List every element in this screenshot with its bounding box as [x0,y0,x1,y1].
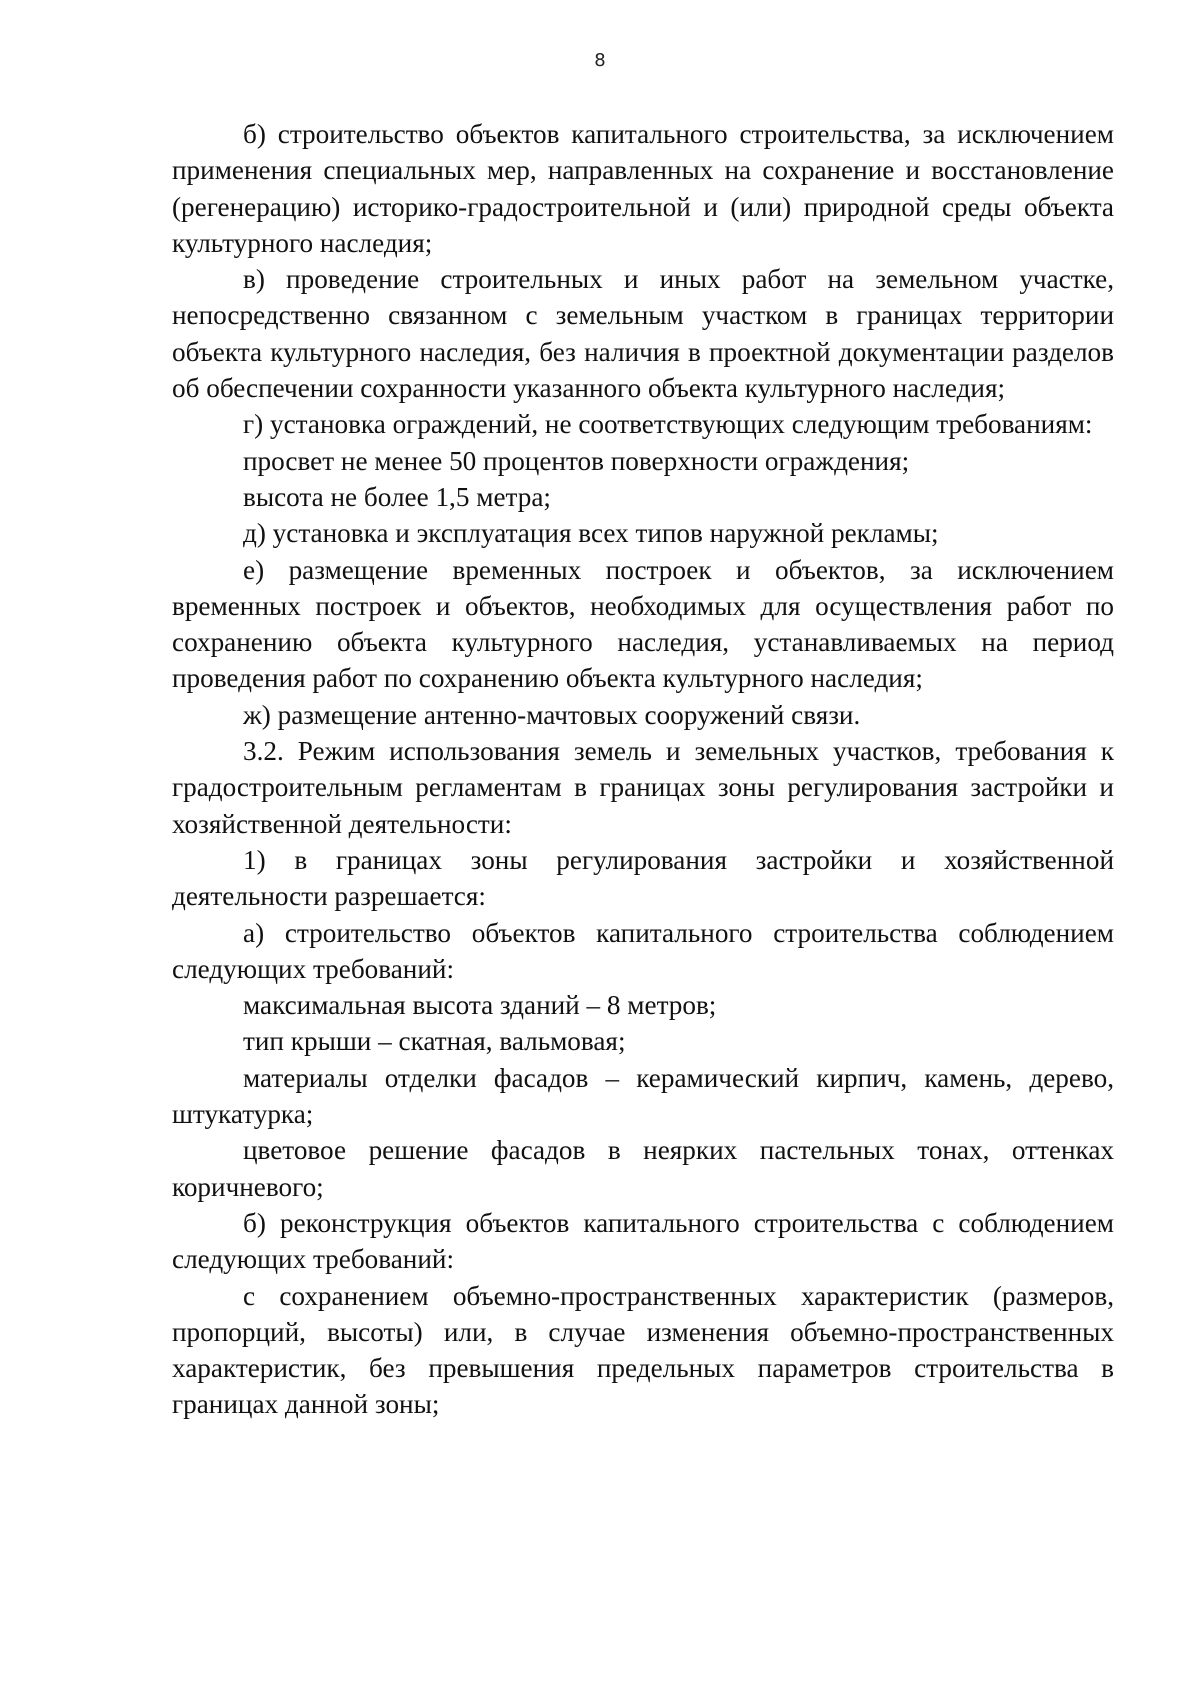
paragraph-max-height: максимальная высота зданий – 8 метров; [243,990,717,1021]
paragraph-v-works: в) проведение строительных и иных работ на земельном участке, непосредственно связанном с земельным участком в границах территории объекта культурного наследия, без наличия в проектной документации разделов об обеспечении сохранности указанного объекта культурного наследия; [172,264,1114,404]
paragraph-section-3-2: 3.2. Режим использования земель и земельных участков, требования к градостроительным регламентам в границах зоны регулирования застройки и хозяйственной деятельности: [172,736,1114,839]
paragraph-fence-height: высота не более 1,5 метра; [243,481,551,512]
paragraph-facade-materials: материалы отделки фасадов – керамический кирпич, камень, дерево, штукатурка; [172,1062,1114,1130]
paragraph-fence-clearance: просвет не менее 50 процентов поверхности ограждения; [243,445,910,476]
page-number: 8 [594,50,606,71]
paragraph-zh-antenna: ж) размещение антенно-мачтовых сооружений связи. [243,699,861,730]
paragraph-item-1-allowed: 1) в границах зоны регулирования застройки и хозяйственной деятельности разрешается: [172,844,1114,912]
paragraph-b-construction: б) строительство объектов капитального строительства, за исключением применения специальных мер, направленных на сохранение и восстановление (регенерацию) историко-градостроительной и (или) природной среды объекта культурного наследия; [172,119,1114,258]
paragraph-facade-colors: цветовое решение фасадов в неярких пастельных тонах, оттенках коричневого; [172,1135,1114,1202]
paragraph-e-temporary-buildings: е) размещение временных построек и объектов, за исключением временных построек и объектов, необходимых для осуществления работ по сохранению объекта культурного наследия, устанавливаемых на период проведения работ по сохранению объекта культурного наследия; [172,554,1114,694]
document-body [172,116,1114,1423]
paragraph-volume-preservation: с сохранением объемно-пространственных характеристик (размеров, пропорций, высоты) или, в случае изменения объемно-пространственных характеристик, без превышения предельных параметров строительства в границах данной зоны; [172,1280,1114,1420]
paragraph-b-reconstruction: б) реконструкция объектов капитального строительства с соблюдением следующих требований: [172,1207,1114,1275]
paragraph-a-construction: а) строительство объектов капитального строительства соблюдением следующих требований: [172,917,1114,984]
paragraph-g-fences: г) установка ограждений, не соответствующих следующим требованиям: [243,409,1093,440]
paragraph-d-advertising: д) установка и эксплуатация всех типов наружной рекламы; [243,518,939,549]
paragraph-roof-type: тип крыши – скатная, вальмовая; [243,1026,626,1057]
